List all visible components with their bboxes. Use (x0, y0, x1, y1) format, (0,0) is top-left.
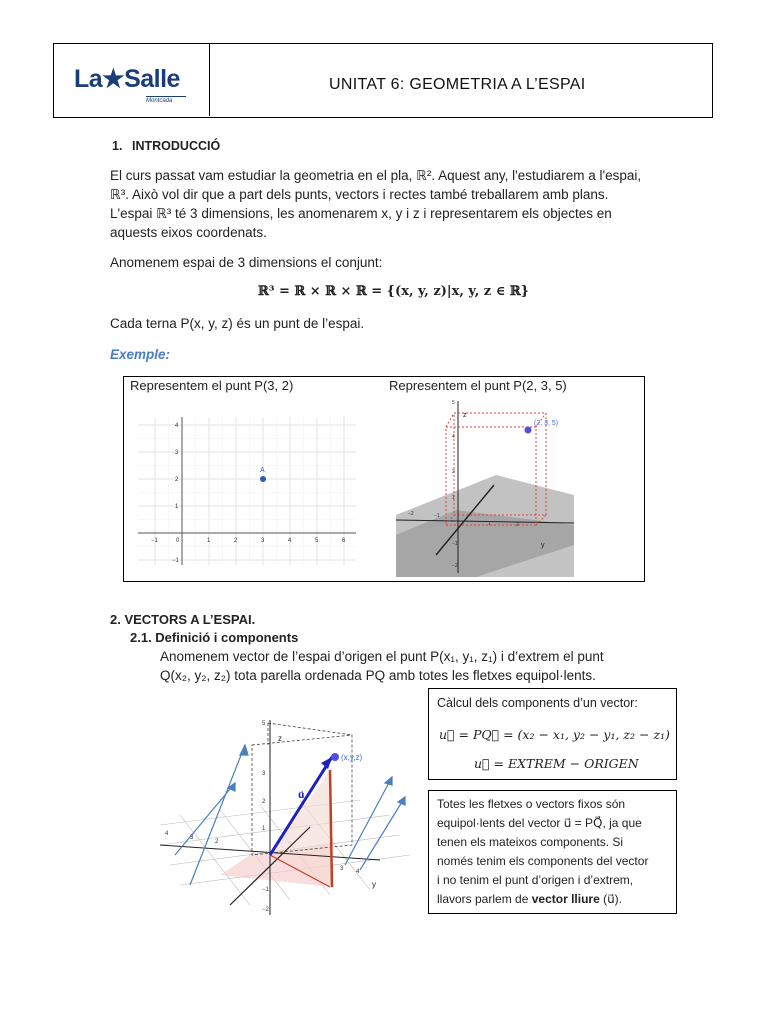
svg-text:z: z (463, 412, 467, 419)
svg-text:2: 2 (215, 839, 219, 845)
y-tick: 1 (175, 504, 179, 510)
svg-text:z: z (278, 734, 282, 743)
paragraph: Anomenem espai de 3 dimensions el conjunt: (110, 255, 383, 270)
point-xyz (331, 753, 339, 761)
svg-text:1: 1 (488, 521, 491, 527)
paragraph-line: Q(x₂, y₂, z₂) tota parella ordenada PQ amb totes les fletxes equipol·lents. (160, 668, 596, 683)
paragraph-line: Anomenem vector de l’espai d’origen el punt P(x₁, y₁, z₁) i d’extrem el punt (160, 649, 604, 664)
r3-formula: ℝ³ = ℝ × ℝ × ℝ = {(x, y, z)|x, y, z ∈ ℝ} (258, 284, 530, 299)
x-tick: 3 (261, 538, 265, 544)
logo-text: La★Salle (74, 65, 180, 93)
box-text: (u⃗). (599, 892, 623, 906)
svg-text:2: 2 (262, 799, 266, 805)
svg-text:5: 5 (452, 400, 455, 406)
box-line: Totes les fletxes o vectors fixos són (437, 797, 626, 811)
x-tick: 1 (207, 538, 211, 544)
svg-text:y: y (372, 880, 376, 889)
extrem-origen-formula: u⃗ = EXTREM − ORIGEN (474, 756, 639, 771)
svg-text:3: 3 (340, 866, 344, 872)
point-p-label: (2, 3, 5) (534, 420, 559, 427)
vector-components-box (428, 688, 677, 780)
example-right-caption: Representem el punt P(2, 3, 5) (389, 378, 567, 393)
x-tick: 5 (315, 538, 319, 544)
x-tick: 0 (176, 538, 180, 544)
point-a-label: A (260, 467, 265, 474)
box-line: només tenim els components del vector (437, 854, 649, 868)
x-tick: −1 (151, 538, 158, 544)
svg-text:3: 3 (190, 835, 194, 841)
svg-text:2: 2 (452, 469, 455, 475)
y-tick: 3 (175, 450, 179, 456)
box-line: i no tenim el punt d’origen i d’extrem, (437, 873, 634, 887)
svg-text:1: 1 (452, 495, 455, 501)
svg-text:3: 3 (262, 771, 266, 777)
document-title: UNITAT 6: GEOMETRIA A L’ESPAI (329, 76, 586, 93)
vector-3d-plot (160, 715, 410, 915)
section2-subheading: 2.1. Definició i components (130, 630, 299, 645)
free-vector-box (428, 790, 677, 914)
point-a (260, 476, 266, 482)
x-tick: 2 (234, 538, 238, 544)
section1-heading-number: 1. (112, 139, 123, 153)
page-header (53, 43, 713, 118)
point-xyz-label: (x,y,z) (341, 753, 363, 762)
y-tick: 2 (175, 477, 179, 483)
plot-2d (138, 417, 356, 565)
paragraph-line: aquests eixos coordenats. (110, 225, 267, 240)
svg-text:−1: −1 (452, 541, 458, 547)
box-text: llavors parlem de (437, 892, 532, 906)
example-left-caption: Representem el punt P(3, 2) (130, 378, 294, 393)
example-label: Exemple: (110, 347, 171, 362)
section2-heading: 2. VECTORS A L’ESPAI. (110, 612, 256, 627)
box-title: Càlcul dels components d’un vector: (437, 696, 638, 710)
section1-heading: INTRODUCCIÓ (132, 139, 221, 153)
logo (54, 44, 210, 116)
x-tick: 6 (342, 538, 346, 544)
svg-text:−2: −2 (408, 511, 414, 517)
x-tick: 4 (288, 538, 292, 544)
logo-subtitle: Montcada (146, 96, 186, 104)
plot-3d (396, 395, 574, 577)
vector-u-label: u⃗ (298, 790, 305, 800)
svg-text:−1: −1 (434, 513, 440, 519)
box-line: equipol·lents del vector u⃗ = PQ⃗, ja que (437, 816, 642, 830)
y-tick: −1 (172, 558, 179, 564)
point-p (525, 427, 532, 434)
paragraph-line: L'espai ℝ³ té 3 dimensions, les anomenarem x, y i z i representarem els objectes en (110, 206, 612, 221)
svg-text:1: 1 (262, 826, 266, 832)
y-tick: 4 (175, 423, 179, 429)
svg-text:−2: −2 (452, 563, 458, 569)
svg-text:−2: −2 (262, 907, 269, 913)
paragraph-line: ℝ³. Això vol dir que a part dels punts, vectors i rectes també treballarem amb plans. (110, 187, 609, 202)
svg-text:4: 4 (452, 434, 455, 440)
svg-text:−1: −1 (262, 887, 269, 893)
svg-text:4: 4 (356, 869, 360, 875)
vector-formula: u⃗ = PQ⃗ = (x₂ − x₁, y₂ − y₁, z₂ − z₁) (439, 727, 670, 742)
box-line: tenen els mateixos components. Si (437, 835, 624, 849)
svg-text:2: 2 (516, 522, 519, 528)
svg-text:4: 4 (165, 831, 169, 837)
svg-text:5: 5 (262, 721, 266, 727)
svg-text:y: y (541, 542, 545, 549)
paragraph-line: El curs passat vam estudiar la geometria en el pla, ℝ². Aquest any, l'estudiarem a l'espai, (110, 168, 642, 183)
free-vector-term: vector lliure (531, 892, 600, 906)
paragraph: Cada terna P(x, y, z) és un punt de l’espai. (110, 316, 365, 331)
example-box (123, 376, 645, 582)
box-line (437, 890, 622, 909)
